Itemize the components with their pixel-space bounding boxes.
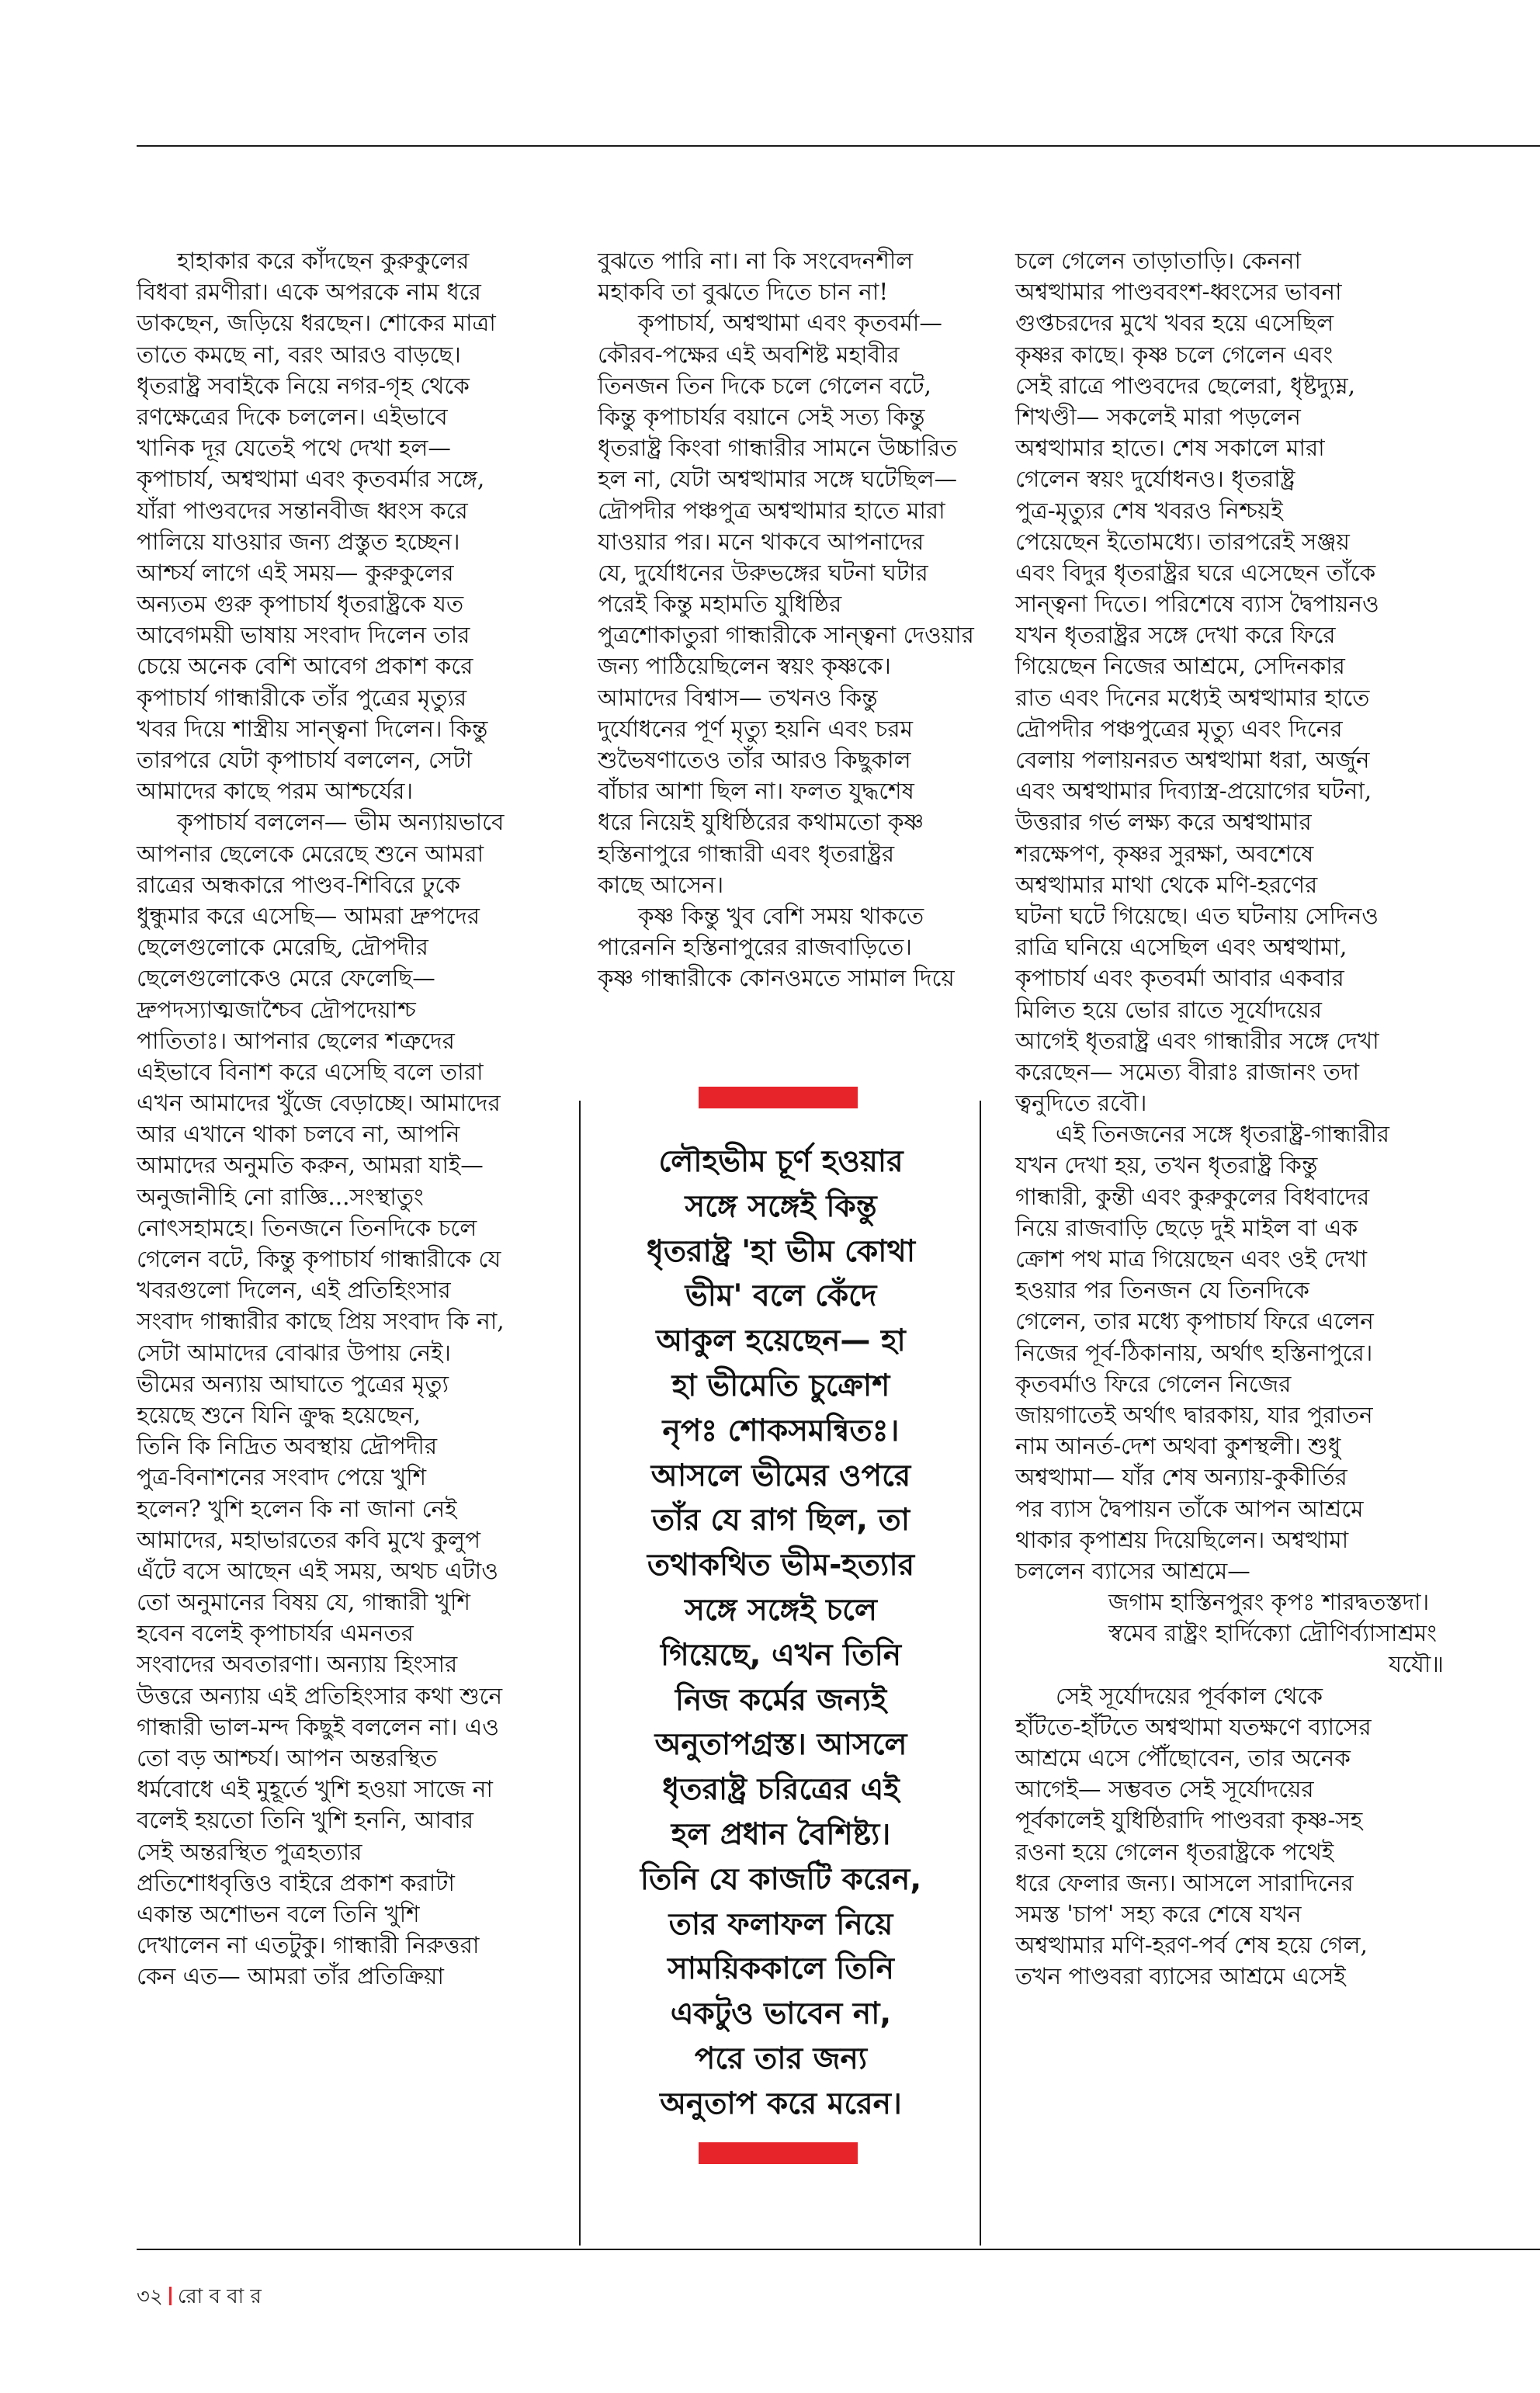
text-line: সমস্ত 'চাপ' সহ্য করে শেষে যখন — [1015, 1900, 1302, 1927]
text-line: দেখালেন না এতটুকু। গান্ধারী নিরুত্তরা — [137, 1932, 480, 1959]
text-line: যাওয়ার পর। মনে থাকবে আপনাদের — [598, 528, 924, 555]
text-line: বলেই হয়তো তিনি খুশি হননি, আবার — [137, 1807, 473, 1834]
text-line: কৃষ্ণ কিন্তু খুব বেশি সময় থাকতে — [638, 902, 924, 929]
text-line: ক্রোশ পথ মাত্র গিয়েছেন এবং ওই দেখা — [1015, 1246, 1367, 1272]
pullquote-top-bar — [699, 1087, 858, 1108]
text-line: পাতিতাঃ। আপনার ছেলের শত্রুদের — [137, 1027, 455, 1054]
pullquote-line: সঙ্গে সঙ্গেই চলে — [685, 1592, 877, 1628]
text-line: শুভৈষণাতেও তাঁর আরও কিছুকাল — [598, 747, 911, 773]
text-line: অশ্বত্থামার মাথা থেকে মণি-হরণের — [1015, 871, 1318, 898]
text-line: হবেন বলেই কৃপাচার্যর এমনতর — [137, 1620, 414, 1647]
text-line: ঘটনা ঘটে গিয়েছে। এত ঘটনায় সেদিনও — [1015, 902, 1379, 929]
text-line: যে, দুর্যোধনের উরুভঙ্গের ঘটনা ঘটার — [598, 559, 928, 586]
text-line: হল না, যেটা অশ্বত্থামার সঙ্গে ঘটেছিল— — [598, 466, 958, 493]
text-line: সেই অন্তরস্থিত পুত্রহত্যার — [137, 1838, 362, 1865]
text-line: এঁটে বসে আছেন এই সময়, অথচ এটাও — [137, 1557, 498, 1584]
pullquote-right-rule — [980, 1101, 981, 2246]
text-line: চেয়ে অনেক বেশি আবেগ প্রকাশ করে — [137, 653, 473, 680]
text-line: হওয়ার পর তিনজন যে তিনদিকে — [1015, 1277, 1309, 1304]
text-line: রাত্রি ঘনিয়ে এসেছিল এবং অশ্বত্থামা, — [1015, 934, 1348, 961]
text-line: আবেগময়ী ভাষায় সংবাদ দিলেন তার — [137, 622, 470, 649]
pullquote-line: পরে তার জন্য — [694, 2041, 868, 2076]
text-line: মহাকবি তা বুঝতে দিতে চান না! — [598, 279, 889, 306]
text-line: কাছে আসেন। — [598, 871, 724, 898]
text-line: নোৎসহামহে। তিনজনে তিনদিকে চলে — [137, 1214, 477, 1241]
text-line: ধরে নিয়েই যুধিষ্ঠিরের কথামতো কৃষ্ণ — [598, 809, 924, 836]
pullquote-line: নৃপঃ শোকসমন্বিতঃ। — [662, 1413, 900, 1448]
text-line: অশ্বত্থামার হাতে। শেষ সকালে মারা — [1015, 435, 1325, 462]
text-line: একান্ত অশোভন বলে তিনি খুশি — [137, 1900, 420, 1927]
text-line: বাঁচার আশা ছিল না। ফলত যুদ্ধশেষ — [598, 778, 914, 805]
text-line: চললেন ব্যাসের আশ্রমে— — [1015, 1557, 1250, 1584]
text-line: এখন আমাদের খুঁজে বেড়াচ্ছে। আমাদের — [137, 1090, 501, 1117]
text-line: হয়েছে শুনে যিনি ক্রুদ্ধ হয়েছেন, — [137, 1401, 421, 1428]
text-line: কিন্তু কৃপাচার্যর বয়ানে সেই সত্য কিন্তু — [598, 403, 925, 430]
pullquote-line: একটুও ভাবেন না, — [670, 1996, 892, 2032]
text-line: সেই সূর্যোদয়ের পূর্বকাল থেকে — [1056, 1682, 1323, 1709]
pullquote-line: তিনি যে কাজটি করেন, — [640, 1861, 922, 1897]
text-line: আগেই— সম্ভবত সেই সূর্যোদয়ের — [1015, 1776, 1314, 1803]
pullquote-line: তথাকথিত ভীম-হত্যার — [647, 1548, 915, 1583]
text-line: এবং অশ্বত্থামার দিব্যাস্ত্র-প্রয়োগের ঘটনা, — [1015, 778, 1372, 805]
text-line: ছেলেগুলোকে মেরেছি, দ্রৌপদীর — [137, 934, 428, 961]
text-line: ডাকছেন, জড়িয়ে ধরছেন। শোকের মাত্রা — [137, 310, 496, 337]
text-line: পারেননি হস্তিনাপুরের রাজবাড়িতে। — [598, 934, 912, 961]
text-line: ধরে ফেলার জন্য। আসলে সারাদিনের — [1015, 1869, 1354, 1896]
text-line: শিখণ্ডী— সকলেই মারা পড়লেন — [1015, 403, 1301, 430]
article-column-2 — [598, 245, 974, 994]
text-line: অন্যতম গুরু কৃপাচার্য ধৃতরাষ্ট্রকে যত — [137, 591, 464, 618]
text-line: হাহাকার করে কাঁদছেন কুরুকুলের — [177, 248, 470, 274]
pullquote-line: গিয়েছে, এখন তিনি — [660, 1637, 902, 1673]
pullquote-line: অনুতাপগ্রস্ত। আসলে — [654, 1727, 907, 1763]
text-line: বেলায় পলায়নরত অশ্বত্থামা ধরা, অর্জুন — [1015, 747, 1370, 773]
text-line: শরক্ষেপণ, কৃষ্ণর সুরক্ষা, অবশেষে — [1015, 840, 1314, 867]
text-line: সান্ত্বনা দিতে। পরিশেষে ব্যাস দ্বৈপায়নও — [1015, 591, 1379, 618]
text-line: খবরগুলো দিলেন, এই প্রতিহিংসার — [137, 1277, 451, 1304]
text-line: পুত্র-মৃত্যুর শেষ খবরও নিশ্চয়ই — [1015, 497, 1283, 524]
text-line: তিনজন তিন দিকে চলে গেলেন বটে, — [598, 372, 931, 399]
text-line: ধর্মবোধে এই মুহূর্তে খুশি হওয়া সাজে না — [137, 1776, 493, 1803]
text-line: নাম আনর্ত-দেশ অথবা কুশস্থলী। শুধু — [1015, 1433, 1341, 1460]
text-line: হাঁটতে-হাঁটতে অশ্বত্থামা যতক্ষণে ব্যাসের — [1015, 1713, 1372, 1740]
pullquote-line: সাময়িককালে তিনি — [668, 1951, 894, 1987]
text-line: অশ্বত্থামা— যাঁর শেষ অন্যায়-কুকীর্তির — [1015, 1464, 1348, 1491]
text-line: প্রতিশোধবৃত্তিও বাইরে প্রকাশ করাটা — [137, 1869, 455, 1896]
text-line: করেছেন— সমেত্য বীরাঃ রাজানং তদা — [1015, 1058, 1360, 1085]
text-line: ত্বনুদিতে রবৌ। — [1015, 1090, 1147, 1117]
text-line: কৃষ্ণর কাছে। কৃষ্ণ চলে গেলেন এবং — [1015, 341, 1334, 368]
text-line: রাত এবং দিনের মধ্যেই অশ্বত্থামার হাতে — [1015, 684, 1370, 711]
article-column-1 — [137, 245, 567, 1992]
text-line: আগেই ধৃতরাষ্ট্র এবং গান্ধারীর সঙ্গে দেখা — [1015, 1027, 1379, 1054]
pullquote — [584, 1139, 978, 2127]
text-line: তখন পাণ্ডবরা ব্যাসের আশ্রমে এসেই — [1015, 1963, 1346, 1990]
text-line: খবর দিয়ে শাস্ত্রীয় সান্ত্বনা দিলেন। কিন্তু — [137, 715, 488, 742]
text-line: বুঝতে পারি না। না কি সংবেদনশীল — [598, 248, 914, 274]
text-line: পুত্র-বিনাশনের সংবাদ পেয়ে খুশি — [137, 1464, 427, 1491]
text-line: এইভাবে বিনাশ করে এসেছি বলে তারা — [137, 1058, 484, 1085]
text-line: অশ্বত্থামার মণি-হরণ-পর্ব শেষ হয়ে গেল, — [1015, 1932, 1368, 1959]
text-line: যখন ধৃতরাষ্ট্রর সঙ্গে দেখা করে ফিরে — [1015, 622, 1336, 649]
verse-line: যযৌ॥ — [1389, 1651, 1444, 1678]
pullquote-line: হা ভীমেতি চুক্রোশ — [671, 1368, 890, 1403]
text-line: পুত্রশোকাতুরা গান্ধারীকে সান্ত্বনা দেওয়ার — [598, 622, 974, 649]
text-line: এবং বিদুর ধৃতরাষ্ট্রর ঘরে এসেছেন তাঁকে — [1015, 559, 1376, 586]
text-line: ধৃতরাষ্ট্র কিংবা গান্ধারীর সামনে উচ্চারিত — [598, 435, 958, 462]
text-line: গেলেন স্বয়ং দুর্যোধনও। ধৃতরাষ্ট্র — [1015, 466, 1295, 493]
text-line: সংবাদ গান্ধারীর কাছে প্রিয় সংবাদ কি না, — [137, 1308, 505, 1335]
text-line: কৃপাচার্য, অশ্বত্থামা এবং কৃতবর্মা— — [638, 310, 942, 337]
text-line: তিনি কি নিদ্রিত অবস্থায় দ্রৌপদীর — [137, 1433, 438, 1460]
text-line: জায়গাতেই অর্থাৎ দ্বারকায়, যার পুরাতন — [1015, 1401, 1373, 1428]
text-line: সেই রাত্রে পাণ্ডবদের ছেলেরা, ধৃষ্টদ্যুম্ন, — [1015, 372, 1355, 399]
text-line: ধুন্ধুমার করে এসেছি— আমরা দ্রুপদের — [137, 902, 480, 929]
text-line: খানিক দূর যেতেই পথে দেখা হল— — [137, 435, 451, 462]
pullquote-left-rule — [579, 1101, 581, 2246]
pullquote-line: অনুতাপ করে মরেন। — [660, 2086, 902, 2121]
text-line: কৃতবর্মাও ফিরে গেলেন নিজের — [1015, 1370, 1292, 1397]
text-line: ছেলেগুলোকেও মেরে ফেলেছি— — [137, 965, 435, 992]
text-line: পর ব্যাস দ্বৈপায়ন তাঁকে আপন আশ্রমে — [1015, 1495, 1364, 1522]
article-column-3 — [1015, 245, 1450, 1992]
text-line: অনুজানীহি নো রাজ্ঞি...সংস্থাতুং — [137, 1183, 424, 1210]
text-line: এই তিনজনের সঙ্গে ধৃতরাষ্ট্র-গান্ধারীর — [1056, 1121, 1390, 1148]
verse-line: স্বমেব রাষ্ট্রং হার্দিক্যো দ্রৌণির্ব্যাসাশ্রমং — [1108, 1620, 1437, 1647]
top-rule — [137, 145, 1540, 147]
pullquote-line: আকুল হয়েছেন— হা — [656, 1323, 906, 1359]
text-line: আমাদের অনুমতি করুন, আমরা যাই— — [137, 1152, 484, 1179]
pullquote-line: হল প্রধান বৈশিষ্ট্য। — [671, 1816, 891, 1852]
text-line: আশ্চর্য লাগে এই সময়— কুরুকুলের — [137, 559, 454, 586]
text-line: বিধবা রমণীরা। একে অপরকে নাম ধরে — [137, 279, 481, 306]
text-line: পরেই কিন্তু মহামতি যুধিষ্ঠির — [598, 591, 842, 618]
text-line: তো বড় আশ্চর্য। আপন অন্তরস্থিত — [137, 1745, 438, 1771]
pullquote-line: নিজ কর্মের জন্যই — [675, 1682, 887, 1718]
pullquote-line: আসলে ভীমের ওপরে — [650, 1458, 911, 1493]
pullquote-line: তার ফলাফল নিয়ে — [668, 1906, 893, 1942]
text-line: কৌরব-পক্ষের এই অবশিষ্ট মহাবীর — [598, 341, 900, 368]
text-line: থাকার কৃপাশ্রয় দিয়েছিলেন। অশ্বত্থামা — [1015, 1526, 1349, 1553]
text-line: রণক্ষেত্রের দিকে চললেন। এইভাবে — [137, 403, 448, 430]
text-line: সেটা আমাদের বোঝার উপায় নেই। — [137, 1339, 451, 1366]
pullquote-line: ধৃতরাষ্ট্র চরিত্রের এই — [662, 1772, 900, 1808]
pullquote-line: সঙ্গে সঙ্গেই কিন্তু — [685, 1188, 877, 1224]
text-line: নিয়ে রাজবাড়ি ছেড়ে দুই মাইল বা এক — [1015, 1214, 1358, 1241]
text-line: গিয়েছেন নিজের আশ্রমে, সেদিনকার — [1015, 653, 1345, 680]
text-line: আমাদের কাছে পরম আশ্চর্যের। — [137, 778, 414, 805]
text-line: আপনার ছেলেকে মেরেছে শুনে আমরা — [137, 840, 484, 867]
text-line: চলে গেলেন তাড়াতাড়ি। কেননা — [1015, 248, 1302, 274]
page-number: ৩২ — [137, 2285, 163, 2308]
text-line: কৃপাচার্য, অশ্বত্থামা এবং কৃতবর্মার সঙ্গে, — [137, 466, 485, 493]
text-line: জন্য পাঠিয়েছিলেন স্বয়ং কৃষ্ণকে। — [598, 653, 891, 680]
text-line: তাতে কমছে না, বরং আরও বাড়ছে। — [137, 341, 461, 368]
text-line: পূর্বকালেই যুধিষ্ঠিরাদি পাণ্ডবরা কৃষ্ণ-সহ — [1015, 1807, 1363, 1834]
text-line: দ্রুপদস্যাত্মজাশ্চৈব দ্রৌপদেয়াশ্চ — [137, 996, 416, 1023]
text-line: নিজের পূর্ব-ঠিকানায়, অর্থাৎ হস্তিনাপুরে। — [1015, 1339, 1373, 1366]
text-line: গেলেন বটে, কিন্তু কৃপাচার্য গান্ধারীকে যে — [137, 1246, 501, 1272]
text-line: হস্তিনাপুরে গান্ধারী এবং ধৃতরাষ্ট্রর — [598, 840, 895, 867]
text-line: উত্তরার গর্ভ লক্ষ্য করে অশ্বত্থামার — [1015, 809, 1312, 836]
text-line: সংবাদের অবতারণা। অন্যায় হিংসার — [137, 1651, 458, 1678]
pullquote-bottom-bar — [699, 2142, 858, 2164]
text-line: দ্রৌপদীর পঞ্চপুত্র অশ্বত্থামার হাতে মারা — [598, 497, 945, 524]
magazine-name: রো ব বা র — [177, 2285, 262, 2308]
text-line: কৃপাচার্য এবং কৃতবর্মা আবার একবার — [1015, 965, 1344, 992]
text-line: গান্ধারী, কুন্তী এবং কুরুকুলের বিধবাদের — [1015, 1183, 1370, 1210]
page-footer — [137, 2280, 262, 2315]
text-line: গেলেন, তার মধ্যে কৃপাচার্য ফিরে এলেন — [1015, 1308, 1374, 1335]
text-line: অশ্বত্থামার পাণ্ডববংশ-ধ্বংসের ভাবনা — [1015, 279, 1342, 306]
text-line: রওনা হয়ে গেলেন ধৃতরাষ্ট্রকে পথেই — [1015, 1838, 1334, 1865]
text-line: রাত্রের অন্ধকারে পাণ্ডব-শিবিরে ঢুকে — [137, 871, 460, 898]
text-line: গান্ধারী ভাল-মন্দ কিছুই বললেন না। এও — [137, 1713, 499, 1740]
footer-separator — [169, 2287, 172, 2305]
text-line: আশ্রমে এসে পৌঁছোবেন, তার অনেক — [1015, 1745, 1351, 1771]
text-line: ধৃতরাষ্ট্র সবাইকে নিয়ে নগর-গৃহ থেকে — [137, 372, 470, 399]
text-line: আমাদের বিশ্বাস— তখনও কিন্তু — [598, 684, 878, 711]
text-line: যখন দেখা হয়, তখন ধৃতরাষ্ট্র কিন্তু — [1015, 1152, 1318, 1179]
bottom-rule — [137, 2249, 1540, 2250]
text-line: যাঁরা পাণ্ডবদের সন্তানবীজ ধ্বংস করে — [137, 497, 468, 524]
text-line: তারপরে যেটা কৃপাচার্য বললেন, সেটা — [137, 747, 473, 773]
verse-line: জগাম হাস্তিনপুরং কৃপঃ শারদ্বতস্তদা। — [1108, 1589, 1430, 1616]
text-line: কৃপাচার্য গান্ধারীকে তাঁর পুত্রের মৃত্যুর — [137, 684, 467, 711]
text-line: ভীমের অন্যায় আঘাতে পুত্রের মৃত্যু — [137, 1370, 449, 1397]
text-line: দুর্যোধনের পূর্ণ মৃত্যু হয়নি এবং চরম — [598, 715, 913, 742]
text-line: কৃপাচার্য বললেন— ভীম অন্যায়ভাবে — [177, 809, 505, 836]
text-line: দ্রৌপদীর পঞ্চপুত্রের মৃত্যু এবং দিনের — [1015, 715, 1343, 742]
text-line: তো অনুমানের বিষয় যে, গান্ধারী খুশি — [137, 1589, 470, 1616]
text-line: উত্তরে অন্যায় এই প্রতিহিংসার কথা শুনে — [137, 1682, 503, 1709]
text-line: হলেন? খুশি হলেন কি না জানা নেই — [137, 1495, 457, 1522]
pullquote-line: লৌহভীম চূর্ণ হওয়ার — [658, 1144, 904, 1179]
text-line: কৃষ্ণ গান্ধারীকে কোনওমতে সামাল দিয়ে — [598, 965, 955, 992]
pullquote-line: ধৃতরাষ্ট্র 'হা ভীম কোথা — [646, 1233, 916, 1269]
text-line: কেন এত— আমরা তাঁর প্রতিক্রিয়া — [137, 1963, 444, 1990]
text-line: পালিয়ে যাওয়ার জন্য প্রস্তুত হচ্ছেন। — [137, 528, 460, 555]
text-line: আর এখানে থাকা চলবে না, আপনি — [137, 1121, 460, 1148]
pullquote-line: তাঁর যে রাগ ছিল, তা — [651, 1503, 910, 1538]
text-line: গুপ্তচরদের মুখে খবর হয়ে এসেছিল — [1015, 310, 1334, 337]
text-line: মিলিত হয়ে ভোর রাতে সূর্যোদয়ের — [1015, 996, 1322, 1023]
text-line: আমাদের, মহাভারতের কবি মুখে কুলুপ — [137, 1526, 480, 1553]
text-line: পেয়েছেন ইতোমধ্যে। তারপরেই সঞ্জয় — [1015, 528, 1350, 555]
pullquote-line: ভীম' বলে কেঁদে — [685, 1278, 877, 1314]
